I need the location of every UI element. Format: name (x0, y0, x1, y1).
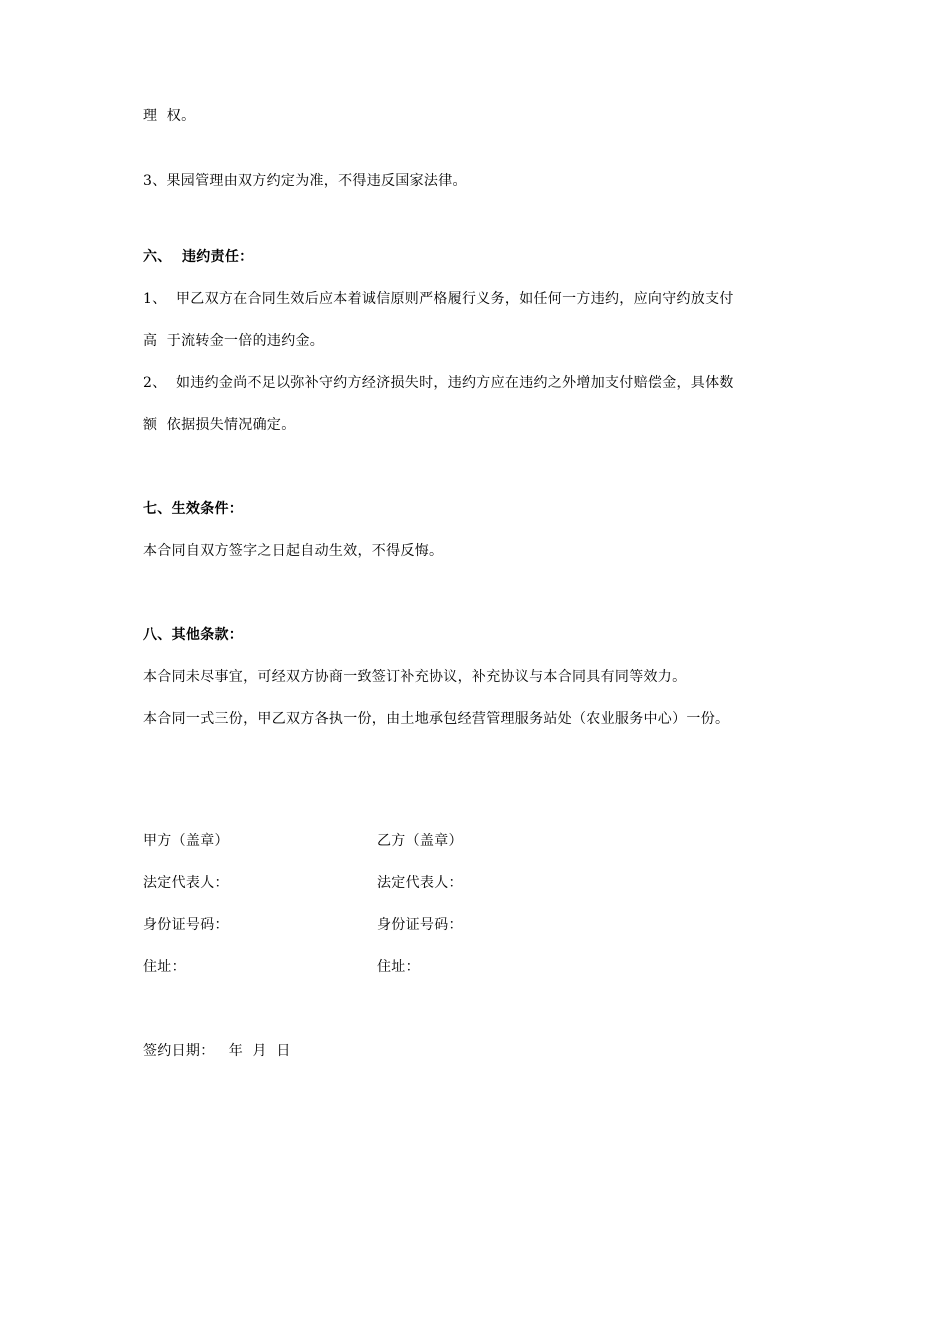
party-b-address: 住址： (377, 959, 420, 975)
party-a-title: 甲方（盖章） (143, 833, 229, 849)
section5-item-3: 3、果园管理由双方约定为准，不得违反国家法律。 (143, 173, 467, 189)
section6-item2-line2: 额 依据损失情况确定。 (143, 417, 296, 433)
section7-heading: 七、生效条件： (143, 501, 244, 517)
party-a-id: 身份证号码： (143, 917, 229, 933)
section7-text: 本合同自双方签字之日起自动生效，不得反悔。 (143, 543, 444, 559)
section6-item2-line1: 2、 如违约金尚不足以弥补守约方经济损失时，违约方应在违约之外增加支付赔偿金，具体数 (143, 375, 734, 391)
section8-text2: 本合同一式三份，甲乙双方各执一份，由土地承包经营管理服务站处（农业服务中心）一份。 (143, 711, 730, 727)
party-b-id: 身份证号码： (377, 917, 463, 933)
section6-item1-line1: 1、 甲乙双方在合同生效后应本着诚信原则严格履行义务，如任何一方违约，应向守约放支付 (143, 291, 734, 307)
section6-heading: 六、 违约责任： (143, 249, 254, 265)
party-b-rep: 法定代表人： (377, 875, 463, 891)
section5-continuation: 理 权。 (143, 108, 196, 124)
party-a-rep: 法定代表人： (143, 875, 229, 891)
section6-item1-line2: 高 于流转金一倍的违约金。 (143, 333, 325, 349)
party-b-title: 乙方（盖章） (377, 833, 463, 849)
signing-date: 签约日期： 年 月 日 (143, 1043, 291, 1059)
section8-text1: 本合同未尽事宜，可经双方协商一致签订补充协议，补充协议与本合同具有同等效力。 (143, 669, 687, 685)
party-a-address: 住址： (143, 959, 186, 975)
section8-heading: 八、其他条款： (143, 627, 244, 643)
